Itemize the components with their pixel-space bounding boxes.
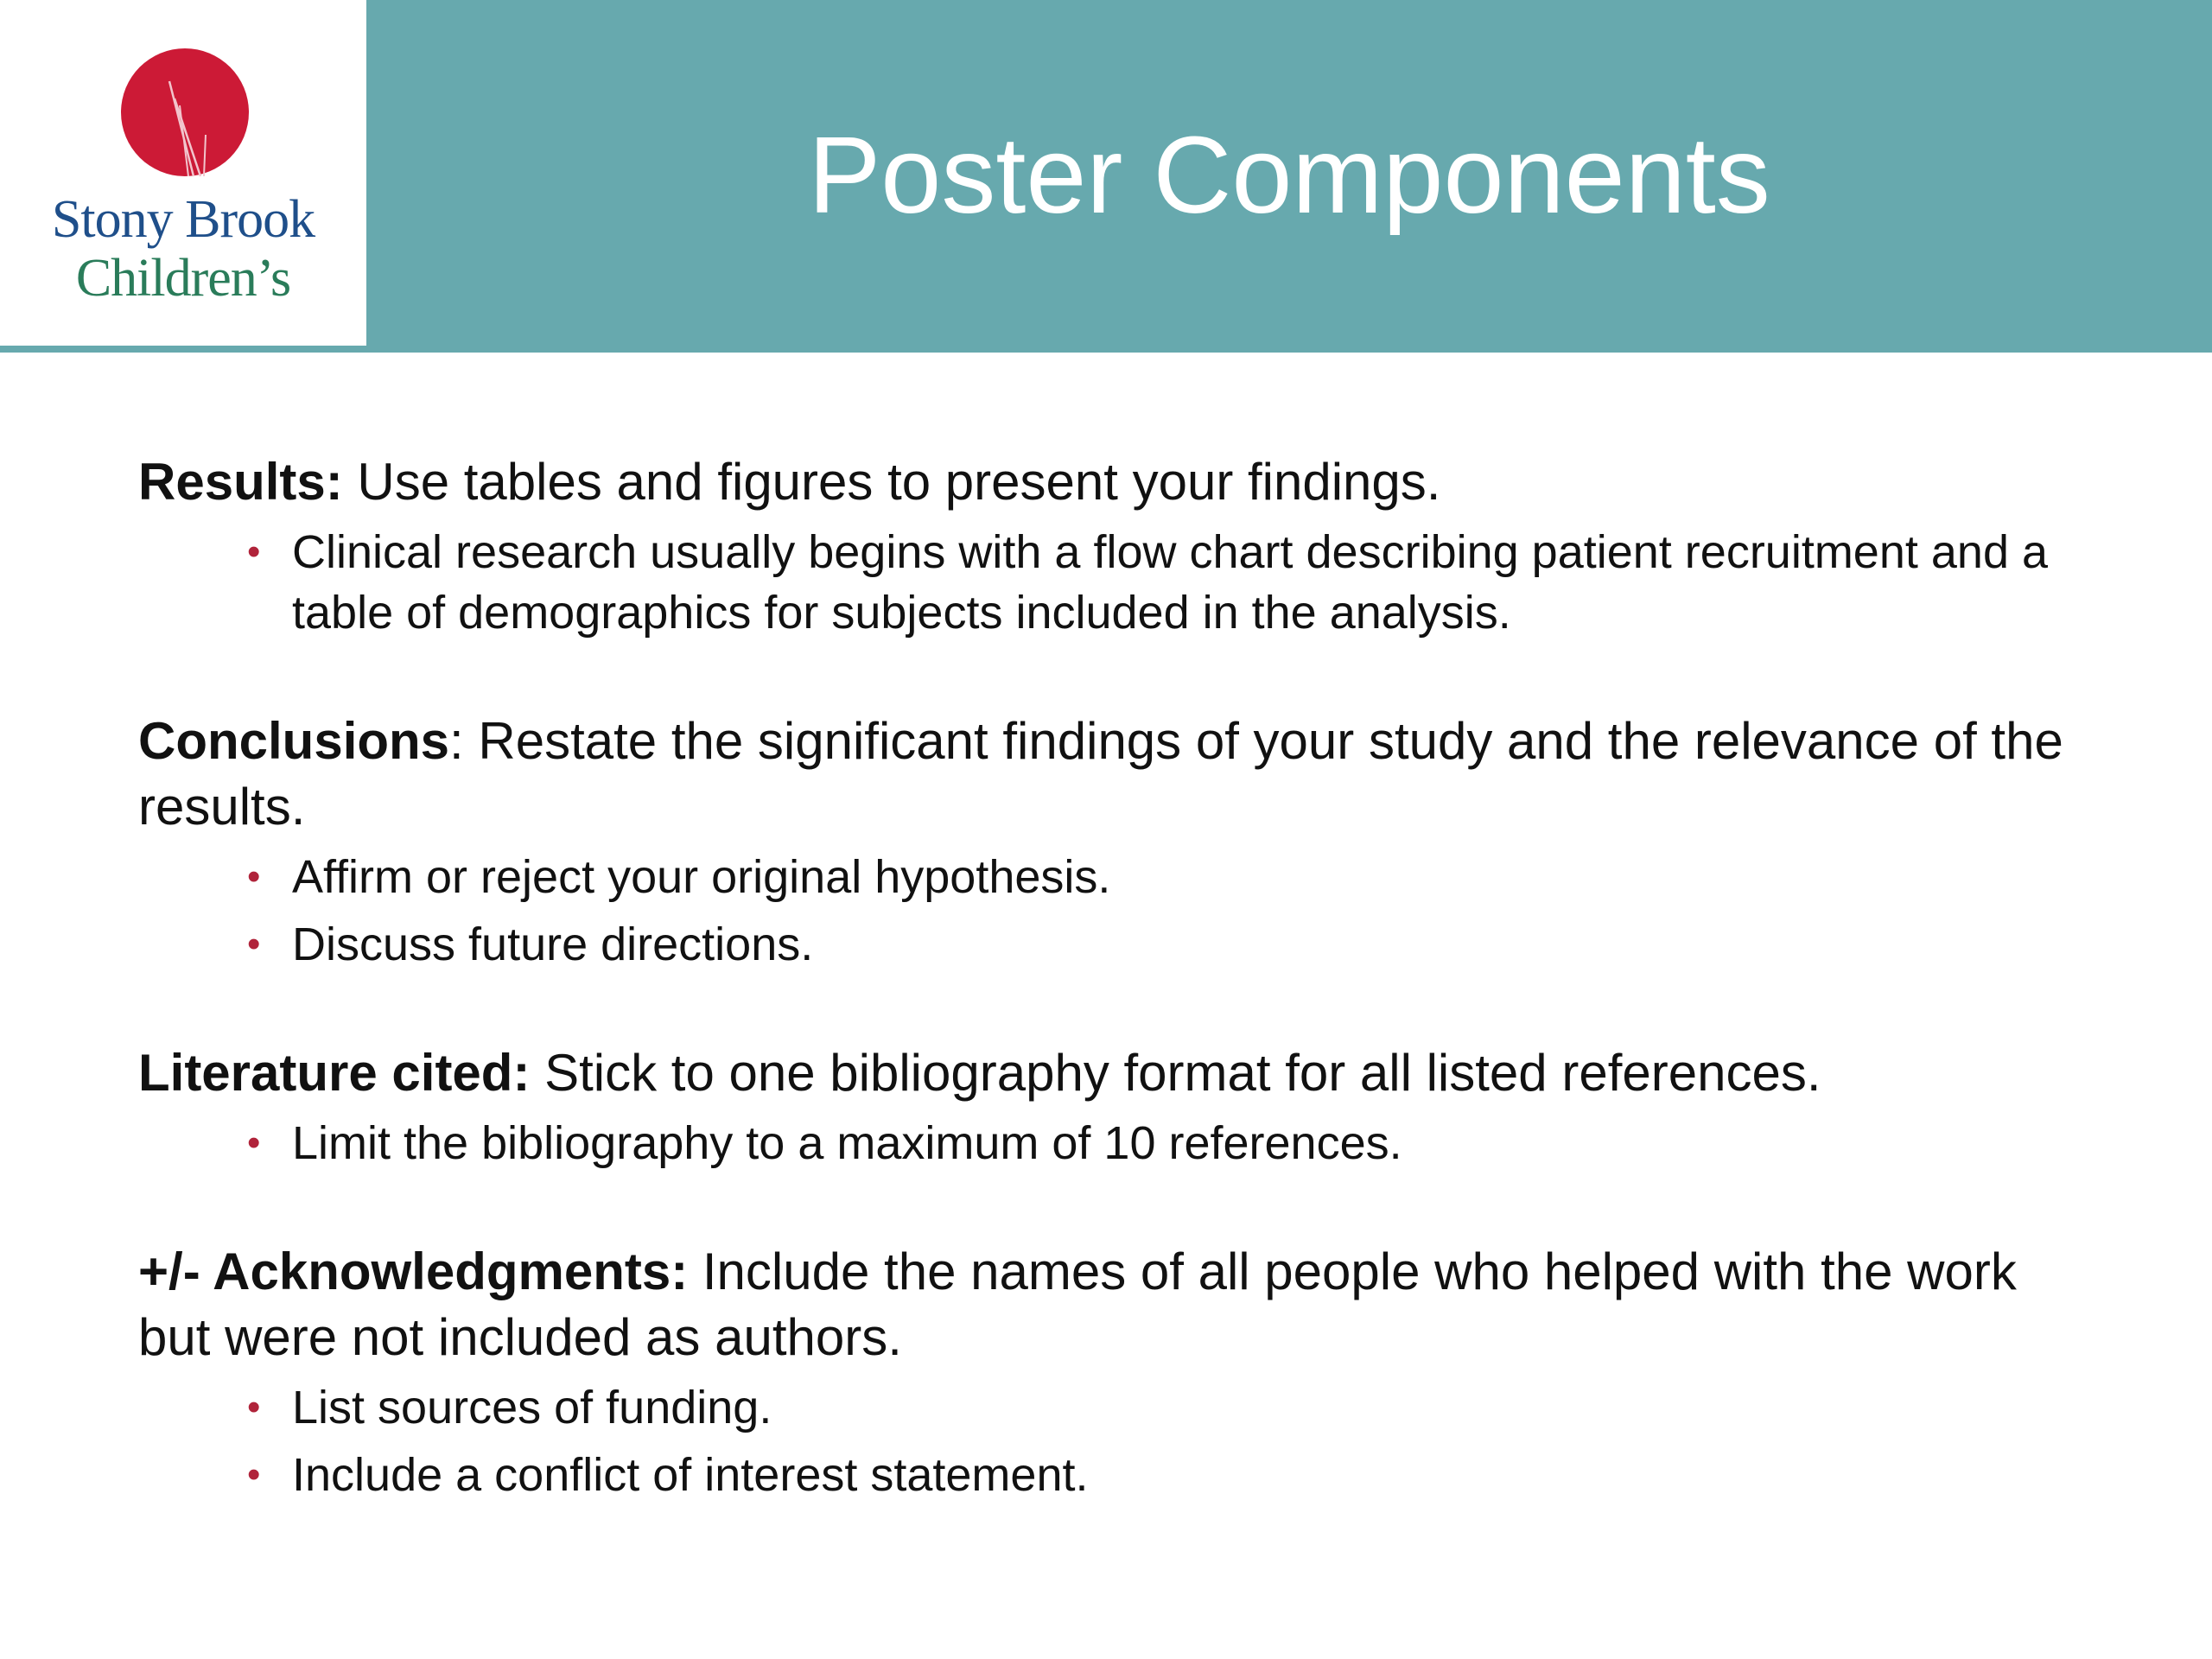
logo-text-stony-brook: Stony Brook — [51, 190, 315, 249]
section-label: Literature cited: — [138, 1044, 531, 1102]
section-literature-cited — [138, 1040, 2082, 1173]
bullet-item — [247, 847, 2082, 907]
section-text: Use tables and figures to present your findings. — [342, 453, 1441, 511]
logo — [0, 0, 366, 346]
bullet-text: Affirm or reject your original hypothesis. — [292, 851, 1111, 903]
bullet-text: Limit the bibliography to a maximum of 10 references. — [292, 1117, 1402, 1169]
bullet-dot-icon: • — [247, 923, 261, 965]
bullet-dot-icon: • — [247, 1386, 261, 1428]
bullet-item — [247, 1113, 2082, 1173]
bullet-item — [247, 1377, 2082, 1438]
logo-text-childrens: Children’s — [75, 249, 291, 308]
bullet-text: Include a conflict of interest statement. — [292, 1449, 1089, 1501]
header-banner — [0, 0, 2212, 353]
bullet-list — [138, 522, 2082, 643]
bullet-list — [138, 1377, 2082, 1505]
bullet-text: Discuss future directions. — [292, 918, 814, 970]
section-heading — [138, 709, 2082, 840]
section-text: : Restate the significant findings of your study and the relevance of the results. — [138, 712, 2063, 836]
bullet-text: Clinical research usually begins with a flow chart describing patient recruitment and a table of demographics for subjects included in the analysis. — [292, 526, 2049, 639]
bullet-dot-icon: • — [247, 531, 261, 573]
section-acknowledgments — [138, 1239, 2082, 1505]
section-results — [138, 449, 2082, 643]
bullet-item — [247, 914, 2082, 975]
page-title: Poster Components — [808, 114, 1770, 236]
bullet-item — [247, 522, 2082, 643]
section-label: +/- Acknowledgments: — [138, 1243, 689, 1300]
bullet-dot-icon: • — [247, 1453, 261, 1496]
bullet-dot-icon: • — [247, 1122, 261, 1164]
bullet-list — [138, 847, 2082, 975]
section-heading — [138, 1040, 2082, 1106]
section-label: Results: — [138, 453, 343, 511]
slide-content — [138, 449, 2082, 1505]
section-text: Stick to one bibliography format for all listed references. — [530, 1044, 1821, 1102]
section-heading — [138, 1239, 2082, 1370]
section-conclusions — [138, 709, 2082, 975]
bullet-dot-icon: • — [247, 855, 261, 898]
bullet-text: List sources of funding. — [292, 1382, 772, 1433]
section-heading — [138, 449, 2082, 515]
section-label: Conclusions — [138, 712, 450, 770]
logo-red-circle-icon — [119, 47, 251, 178]
bullet-item — [247, 1445, 2082, 1505]
section-text: Include the names of all people who helped with the work but were not included as authors. — [138, 1243, 2017, 1366]
bullet-list — [138, 1113, 2082, 1173]
